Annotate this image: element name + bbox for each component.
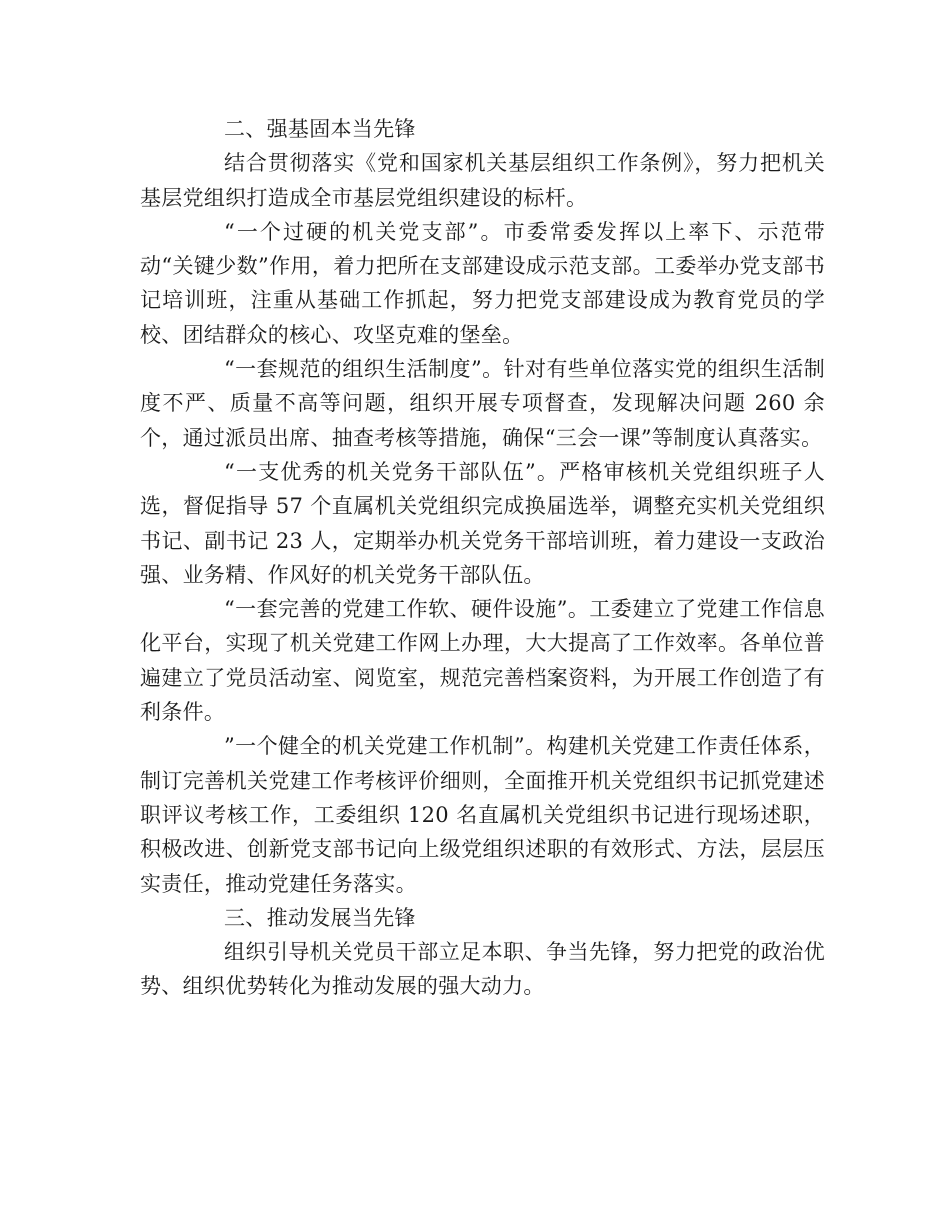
paragraph-mechanism: ”一个健全的机关党建工作机制”。构建机关党建工作责任体系，制订完善机关党建工作考核评价细则，全面推开机关党组织书记抓党建述职评议考核工作，工委组织 120 名直属机关党组织书记进行现场述职，积极改进、创新党支部书记向上级党组织述职的有效形式、方法，层层压实责任，推动党建任务落实。 (140, 734, 825, 896)
section-heading-3: 三、推动发展当先锋 (224, 905, 416, 930)
paragraph-intro-2: 结合贯彻落实《党和国家机关基层组织工作条例》，努力把机关基层党组织打造成全市基层党组织建设的标杆。 (140, 151, 825, 210)
paragraph-cadre-team: “一支优秀的机关党务干部队伍”。严格审核机关党组织班子人选，督促指导 57 个直属机关党组织完成换届选举，调整充实机关党组织书记、副书记 23 人，定期举办机关党务干部培训班，着力建设一支政治强、业务精、作风好的机关党务干部队伍。 (140, 459, 825, 587)
paragraph-party-branch: “一个过硬的机关党支部”。市委常委发挥以上率下、示范带动“关键少数”作用，着力把所在支部建设成示范支部。工委举办党支部书记培训班，注重从基础工作抓起，努力把党支部建设成为教育党员的学校、团结群众的核心、攻坚克难的堡垒。 (140, 219, 825, 347)
document-body (140, 112, 825, 1004)
paragraph-organization-life: “一套规范的组织生活制度”。针对有些单位落实党的组织生活制度不严、质量不高等问题，组织开展专项督查，发现解决问题 260 余个，通过派员出席、抽查考核等措施，确保“三会一课”等制度认真落实。 (140, 357, 825, 450)
section-heading-2: 二、强基固本当先锋 (224, 117, 416, 141)
paragraph-intro-3: 组织引导机关党员干部立足本职、争当先锋，努力把党的政治优势、组织优势转化为推动发展的强大动力。 (140, 940, 825, 999)
paragraph-facilities: “一套完善的党建工作软、硬件设施”。工委建立了党建工作信息化平台，实现了机关党建工作网上办理，大大提高了工作效率。各单位普遍建立了党员活动室、阅览室，规范完善档案资料，为开展工作创造了有利条件。 (140, 597, 825, 725)
